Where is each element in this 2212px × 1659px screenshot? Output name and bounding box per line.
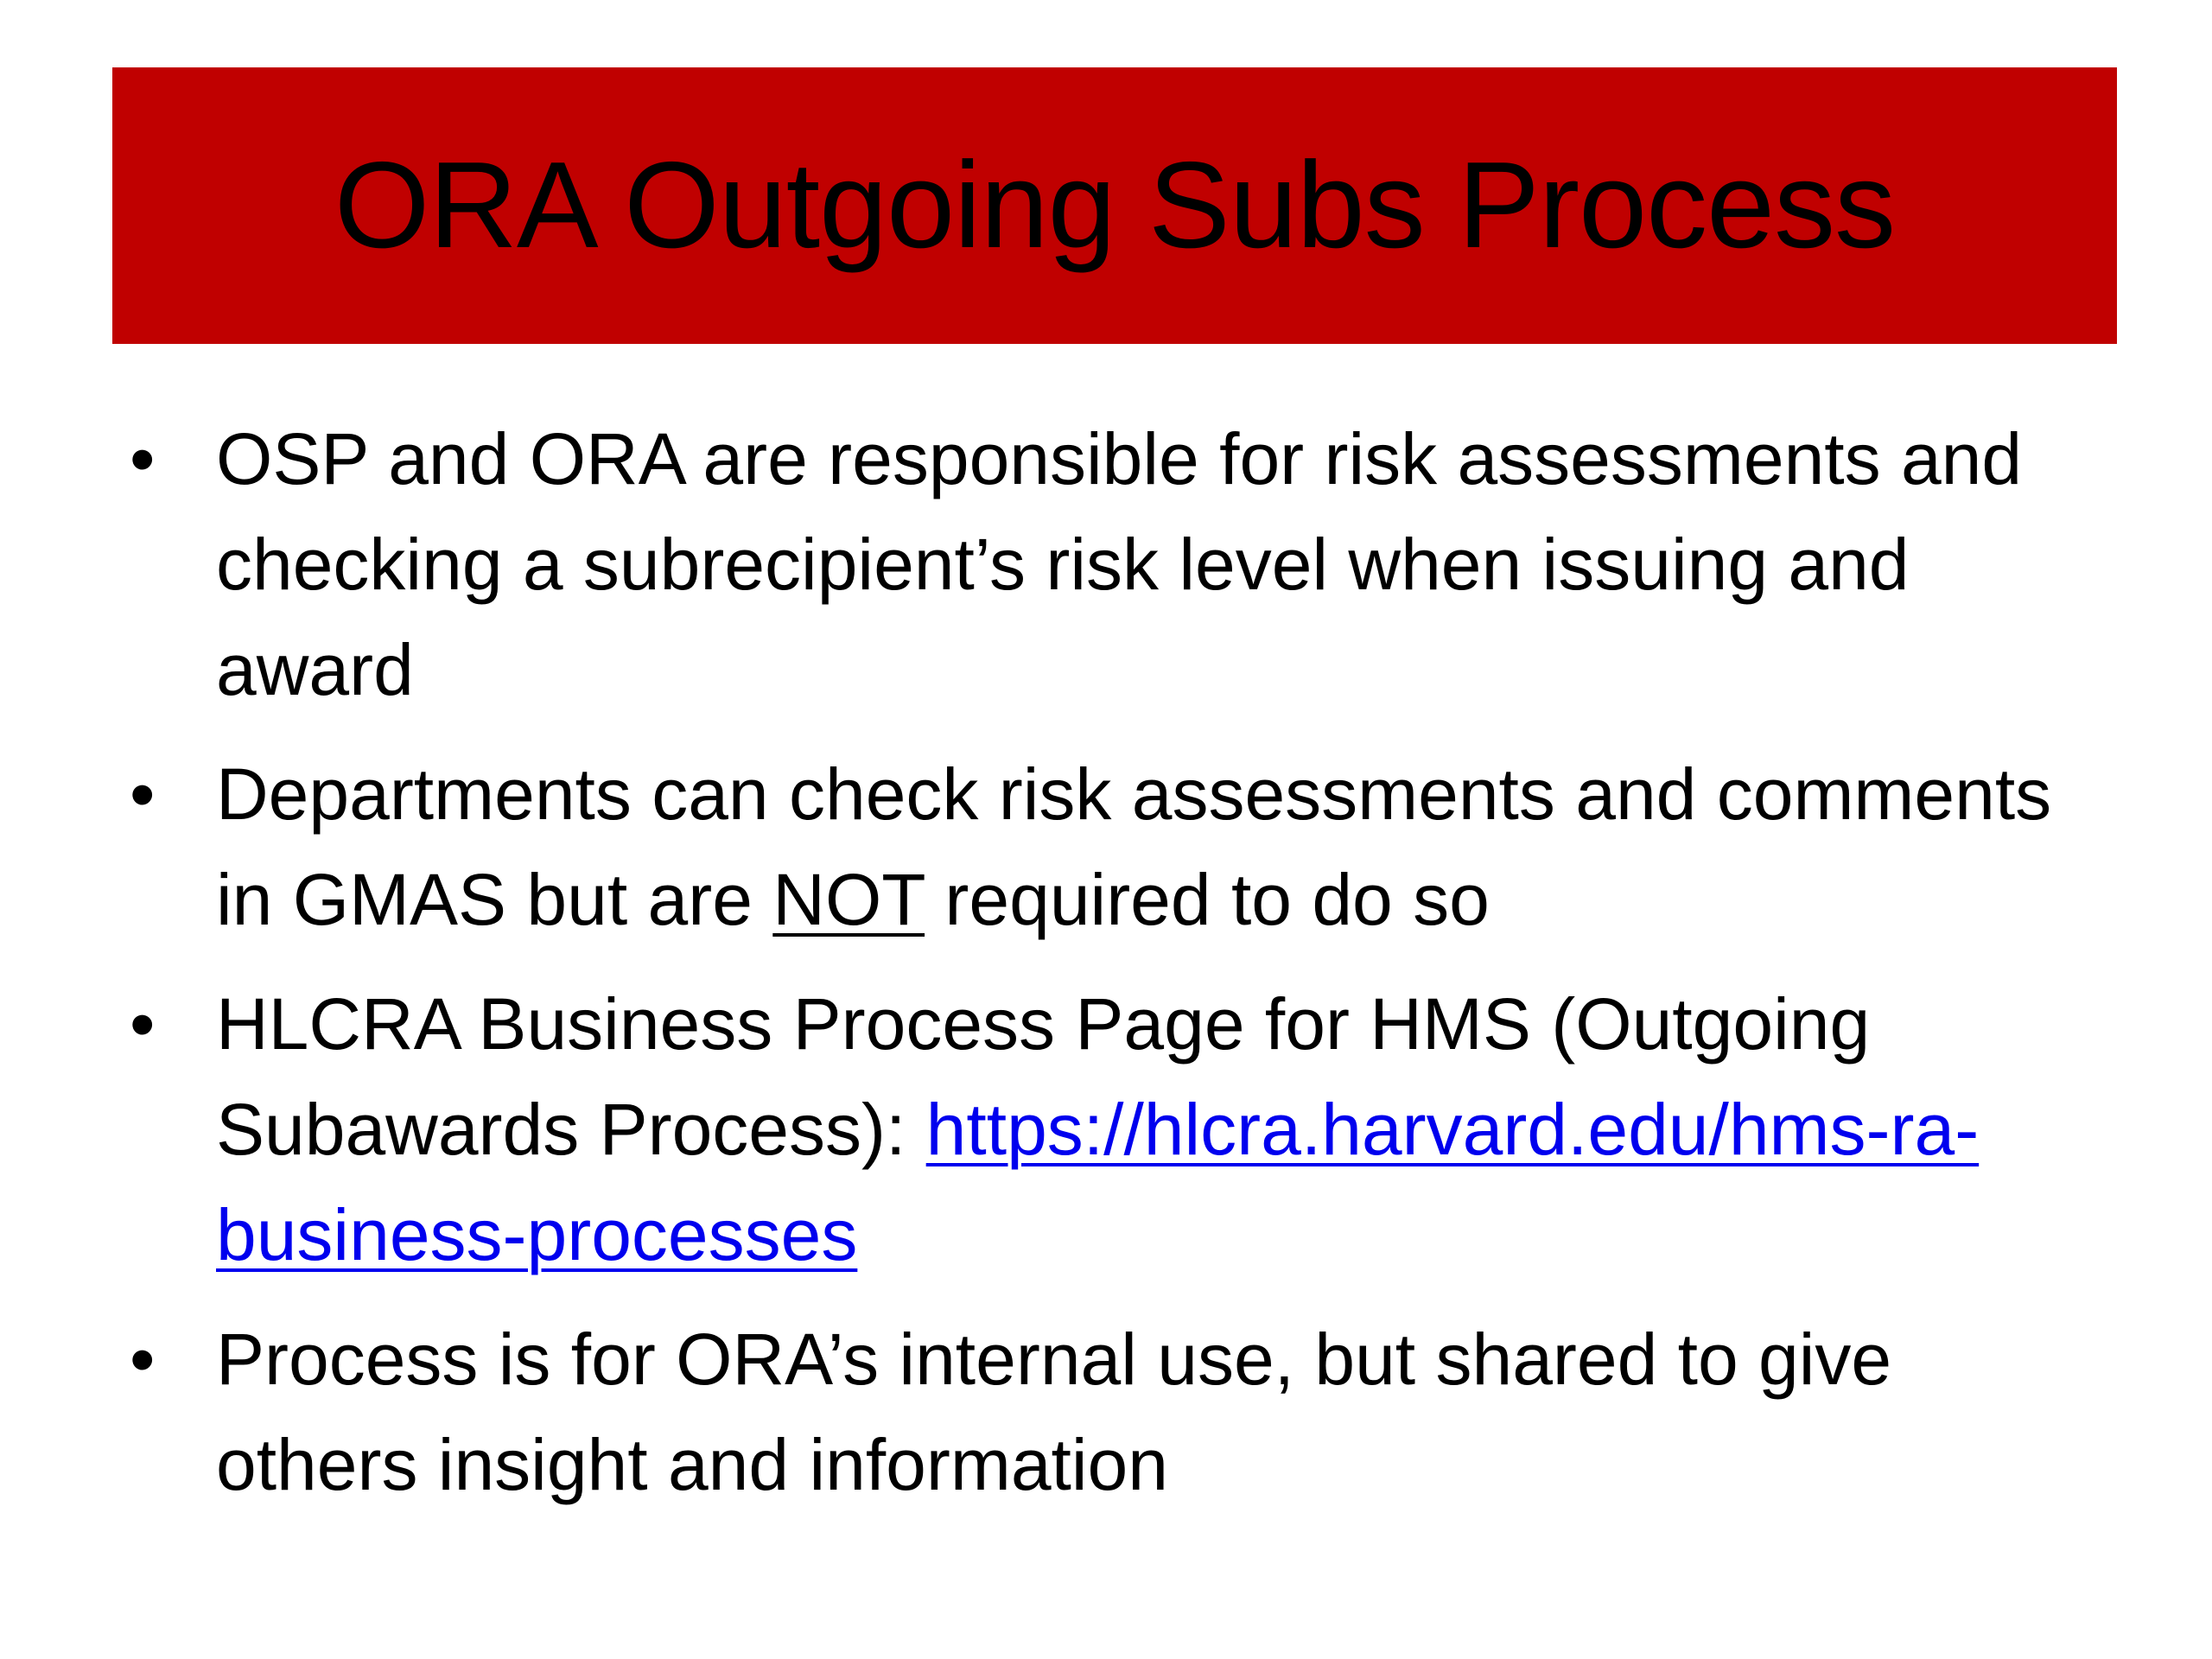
bullet-text: required to do so [925,859,1490,940]
title-banner [112,67,2117,344]
bullet-text: Departments can check risk assessments and comments in GMAS but are [216,753,2052,940]
emphasis-not: NOT [772,859,925,940]
bullet-item-internal-use [216,1306,2082,1517]
bullet-text: Process is for ORA’s internal use, but shared to give others insight and information [216,1319,1892,1505]
bullet-list [216,406,2082,1536]
bullet-text: OSP and ORA are responsible for risk assessments and checking a subrecipient’s risk level when issuing and award [216,418,2023,710]
bullet-item-departments [216,741,2082,952]
slide-title: ORA Outgoing Subs Process [334,137,1896,274]
bullet-item-risk-assessment [216,406,2082,722]
business-process-link[interactable]: https://hlcra.harvard.edu/hms-ra-business-processes [216,1089,1980,1275]
bullet-text: HLCRA Business Process Page for HMS (Outgoing Subawards Process): [216,983,1871,1170]
bullet-item-business-process-page [216,971,2082,1287]
